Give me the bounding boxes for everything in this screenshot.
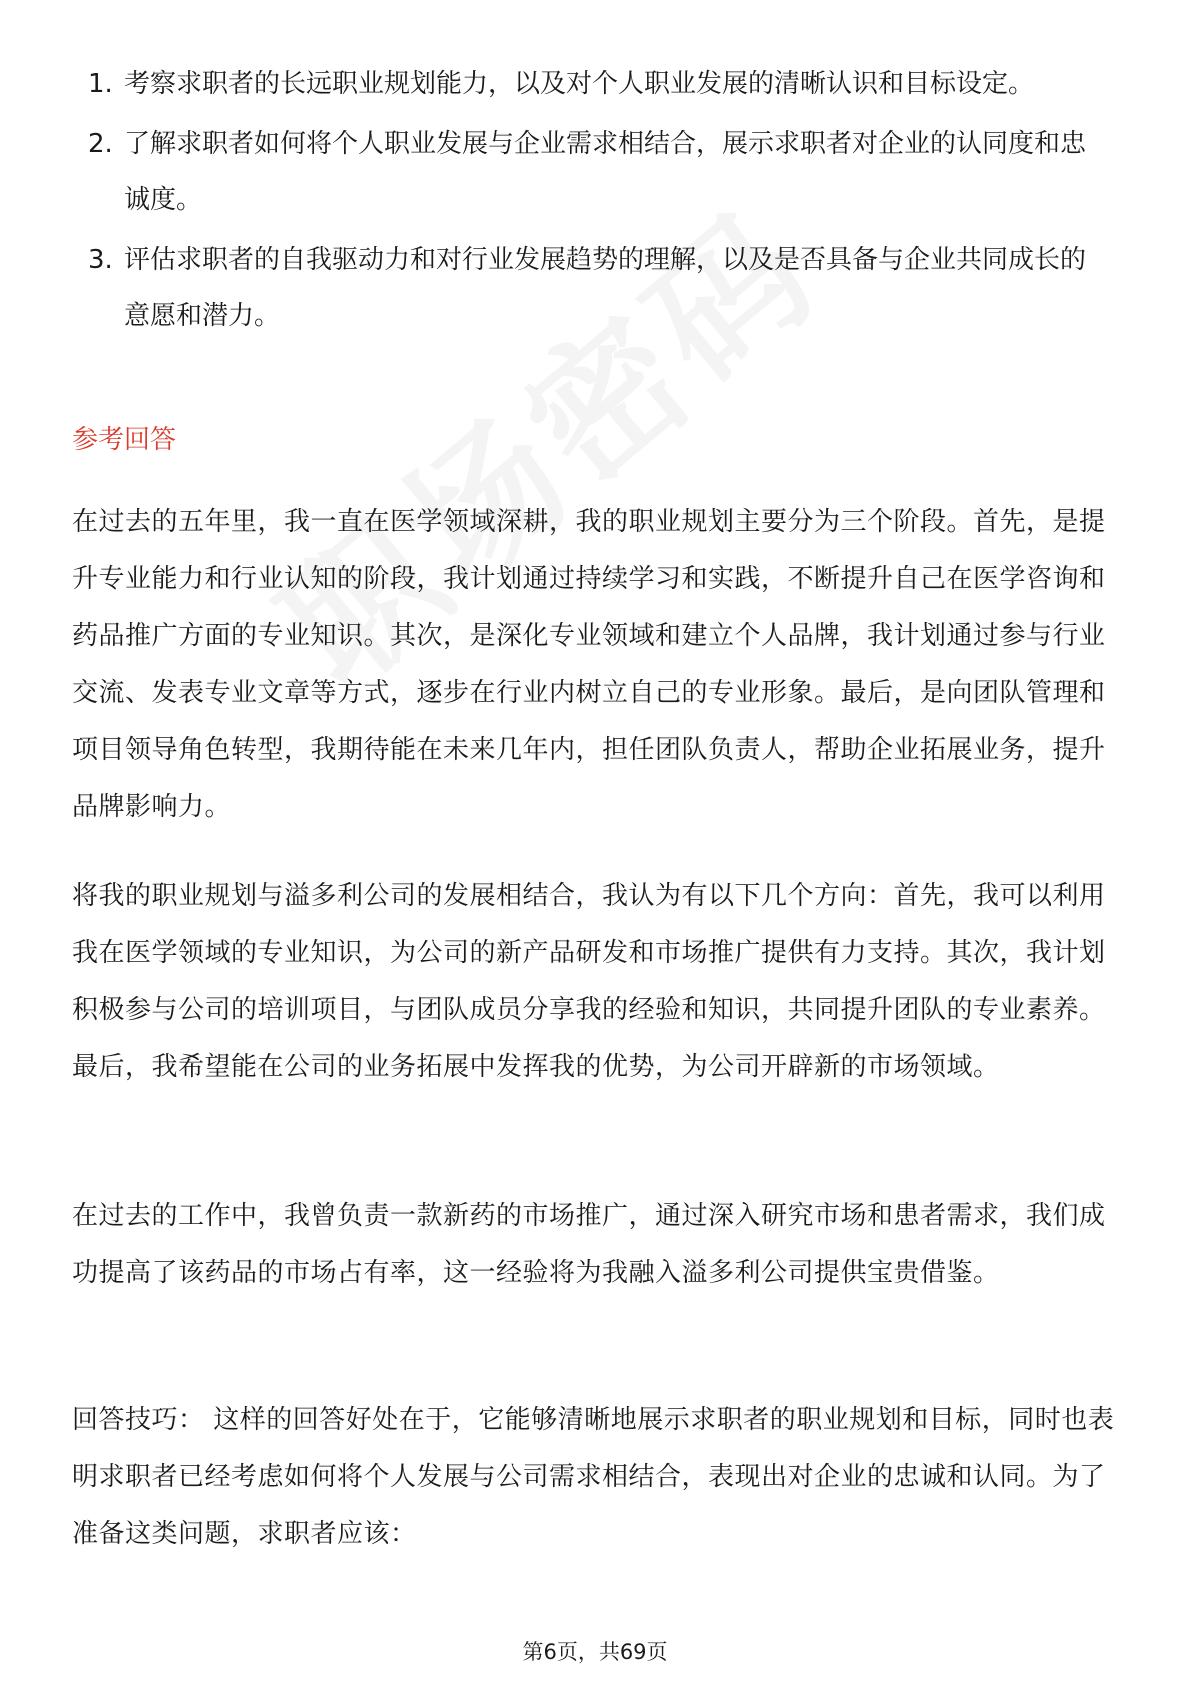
answer-tips-paragraph: 回答技巧： 这样的回答好处在于，它能够清晰地展示求职者的职业规划和目标，同时也表明求职者已经考虑如何将个人发展与公司需求相结合，表现出对企业的忠诚和认同。为了准备这类问题，求职者应该：	[72, 1405, 1115, 1549]
section-title-reference-answer: 参考回答	[72, 425, 177, 455]
list-item	[70, 232, 1110, 344]
list-item	[70, 56, 1110, 112]
list-item-number: 2.	[88, 129, 113, 159]
list-item-number: 1.	[88, 69, 113, 99]
list-item-text: 了解求职者如何将个人职业发展与企业需求相结合，展示求职者对企业的认同度和忠诚度。	[124, 129, 1087, 215]
purpose-list	[70, 56, 1110, 348]
list-item	[70, 116, 1110, 228]
answer-paragraph-company-fit: 将我的职业规划与溢多利公司的发展相结合，我认为有以下几个方向：首先，我可以利用我在医学领域的专业知识，为公司的新产品研发和市场推广提供有力支持。其次，我计划积极参与公司的培训项目，与团队成员分享我的经验和知识，共同提升团队的专业素养。最后，我希望能在公司的业务拓展中发挥我的优势，为公司开辟新的市场领域。	[72, 881, 1106, 1082]
page-number-footer: 第6页，共69页	[522, 1640, 668, 1664]
list-item-text: 考察求职者的长远职业规划能力，以及对个人职业发展的清晰认识和目标设定。	[124, 69, 1035, 99]
list-item-text: 评估求职者的自我驱动力和对行业发展趋势的理解，以及是否具备与企业共同成长的意愿和潜力。	[124, 245, 1087, 331]
answer-paragraph-career-plan: 在过去的五年里，我一直在医学领域深耕，我的职业规划主要分为三个阶段。首先，是提升专业能力和行业认知的阶段，我计划通过持续学习和实践，不断提升自己在医学咨询和药品推广方面的专业知识。其次，是深化专业领域和建立个人品牌，我计划通过参与行业交流、发表专业文章等方式，逐步在行业内树立自己的专业形象。最后，是向团队管理和项目领导角色转型，我期待能在未来几年内，担任团队负责人，帮助企业拓展业务，提升品牌影响力。	[72, 507, 1106, 822]
answer-paragraph-experience: 在过去的工作中，我曾负责一款新药的市场推广，通过深入研究市场和患者需求，我们成功提高了该药品的市场占有率，这一经验将为我融入溢多利公司提供宝贵借鉴。	[72, 1201, 1106, 1288]
list-item-number: 3.	[88, 245, 113, 275]
